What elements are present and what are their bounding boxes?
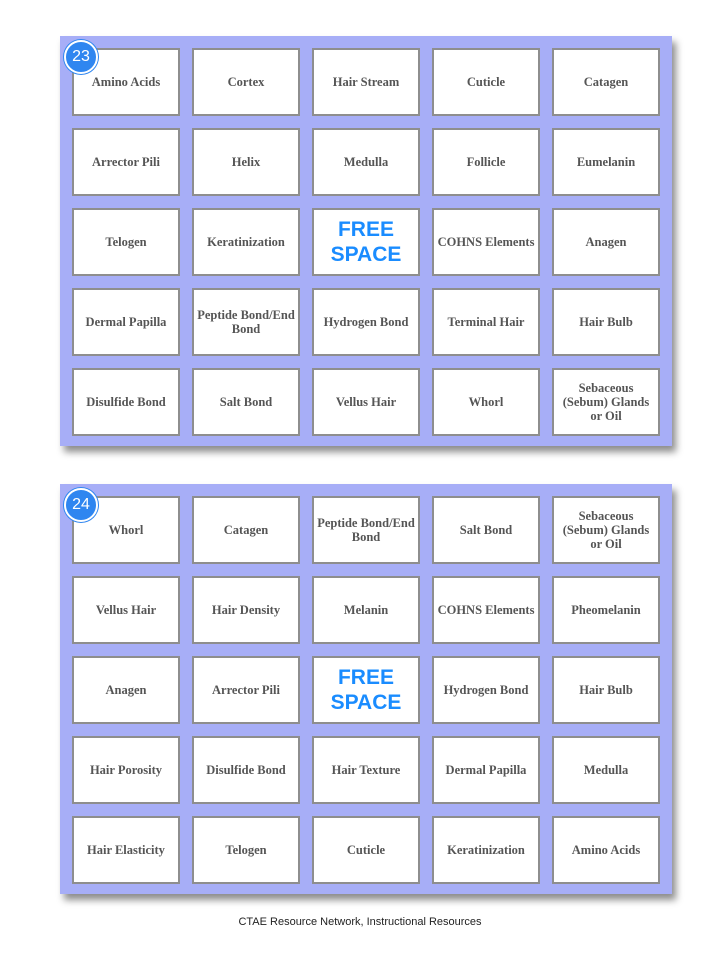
bingo-cell: Anagen	[552, 208, 660, 276]
bingo-cell: Hair Bulb	[552, 656, 660, 724]
bingo-cell: Whorl	[72, 496, 180, 564]
bingo-cell: Cuticle	[312, 816, 420, 884]
bingo-cell: Sebaceous (Sebum) Glands or Oil	[552, 368, 660, 436]
bingo-cell: Sebaceous (Sebum) Glands or Oil	[552, 496, 660, 564]
card-number-badge: 23	[64, 40, 98, 74]
bingo-cell: Disulfide Bond	[72, 368, 180, 436]
bingo-grid	[72, 496, 660, 884]
bingo-cell: Hydrogen Bond	[312, 288, 420, 356]
bingo-cell: Telogen	[192, 816, 300, 884]
bingo-cell: Eumelanin	[552, 128, 660, 196]
bingo-cell: Catagen	[552, 48, 660, 116]
bingo-cell: Salt Bond	[192, 368, 300, 436]
bingo-cell: Amino Acids	[552, 816, 660, 884]
bingo-cell: Hair Porosity	[72, 736, 180, 804]
bingo-cell: Peptide Bond/End Bond	[312, 496, 420, 564]
bingo-cell: Salt Bond	[432, 496, 540, 564]
bingo-cell: Arrector Pili	[72, 128, 180, 196]
bingo-cell: COHNS Elements	[432, 576, 540, 644]
bingo-cell: Vellus Hair	[72, 576, 180, 644]
bingo-card	[60, 484, 672, 894]
bingo-grid	[72, 48, 660, 436]
bingo-cell: Cortex	[192, 48, 300, 116]
page-footer: CTAE Resource Network, Instructional Resources	[238, 916, 482, 928]
bingo-card	[60, 36, 672, 446]
card-number-badge: 24	[64, 488, 98, 522]
bingo-cell: Anagen	[72, 656, 180, 724]
bingo-cell: Follicle	[432, 128, 540, 196]
bingo-cell: Keratinization	[192, 208, 300, 276]
bingo-cell: Catagen	[192, 496, 300, 564]
bingo-cell: Hair Elasticity	[72, 816, 180, 884]
bingo-cell: Helix	[192, 128, 300, 196]
bingo-cell: Hair Density	[192, 576, 300, 644]
bingo-cell: Keratinization	[432, 816, 540, 884]
bingo-cell: Arrector Pili	[192, 656, 300, 724]
bingo-cell: Dermal Papilla	[432, 736, 540, 804]
bingo-cell: Whorl	[432, 368, 540, 436]
bingo-cell: Hair Stream	[312, 48, 420, 116]
bingo-cell: Terminal Hair	[432, 288, 540, 356]
bingo-cell: Peptide Bond/End Bond	[192, 288, 300, 356]
bingo-cell: Melanin	[312, 576, 420, 644]
bingo-cell: Hair Texture	[312, 736, 420, 804]
bingo-cell: Cuticle	[432, 48, 540, 116]
bingo-cell: Hydrogen Bond	[432, 656, 540, 724]
bingo-cell: Vellus Hair	[312, 368, 420, 436]
bingo-cell: Disulfide Bond	[192, 736, 300, 804]
bingo-cell: Telogen	[72, 208, 180, 276]
bingo-cell: Medulla	[312, 128, 420, 196]
bingo-cell: COHNS Elements	[432, 208, 540, 276]
bingo-cell: Pheomelanin	[552, 576, 660, 644]
free-space-cell: FREE SPACE	[312, 656, 420, 724]
free-space-cell: FREE SPACE	[312, 208, 420, 276]
bingo-cell: Dermal Papilla	[72, 288, 180, 356]
bingo-cell: Medulla	[552, 736, 660, 804]
bingo-cell: Amino Acids	[72, 48, 180, 116]
bingo-cell: Hair Bulb	[552, 288, 660, 356]
